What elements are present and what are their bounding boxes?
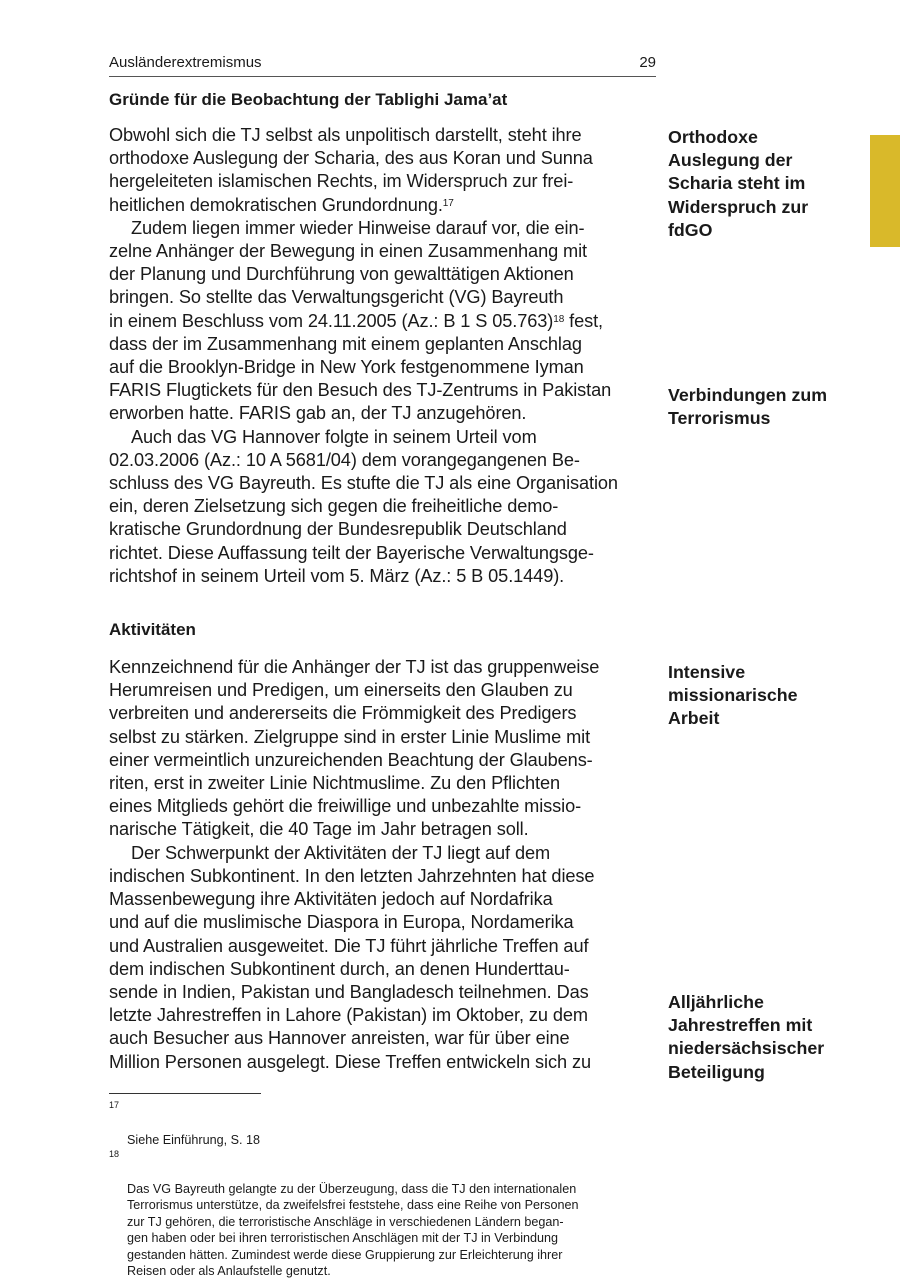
footnote-number: 17 [109, 1100, 120, 1110]
footnote-item [109, 1099, 659, 1148]
footnote-ref[interactable]: 18 [553, 313, 565, 325]
paragraph: Der Schwerpunkt der Aktivitäten der TJ liegt auf dem indischen Subkontinent. In den letzten Jahrzehnten hat diese Massenbewegung ihre Aktivitäten jedoch auf Nordafrika und auf die muslimische Diaspora in Europa, Nordamerika und Australien ausgeweitet. Die TJ führt jährliche Treffen auf dem indischen Subkontinent durch, an denen Hunderttau- sende in Indien, Pakistan und Bangladesch teilnehmen. Das letzte Jahrestreffen in Lahore (Pakistan) im Oktober, zu dem auch Besucher aus Hannover anreisten, war für über eine Million Personen ausgelegt. Diese Treffen entwickeln sich zu [109, 842, 595, 1072]
footnote-ref[interactable]: 17 [442, 197, 454, 209]
paragraph-text: Zudem liegen immer wieder Hinweise darauf vor, die ein- zelne Anhänger der Bewegung in einen Zusammenhang mit der Planung und Durchführung von gewalttätigen Aktionen bringen. So stellte das Verwaltungsgericht (VG) Bayreuth in einem Beschluss vom 24.11.2005 (Az.: B 1 S 05.763) [109, 217, 587, 331]
section-heading-gruende: Gründe für die Beobachtung der Tablighi Jama’at [109, 90, 508, 109]
sidenote-annual-meetings: Alljährliche Jahrestreffen mit niedersächsischer Beteiligung [668, 992, 825, 1082]
paragraph: Kennzeichnend für die Anhänger der TJ ist das gruppenweise Herumreisen und Predigen, um einerseits den Glauben zu verbreiten und andererseits die Frömmigkeit des Predigers selbst zu stärken. Zielgruppe sind in erster Linie Muslime mit einer vermeintlich unzureichenden Beachtung der Glaubens- riten, erst in zweiter Linie Nichtmuslime. Zu den Pflichten eines Mitglieds gehört die freiwillige und unbezahlte missio- narische Tätigkeit, die 40 Tage im Jahr betragen soll. [109, 657, 600, 840]
sidenote-orthodox: Orthodoxe Auslegung der Scharia steht im Widerspruch zur fdGO [668, 127, 809, 240]
main-column [109, 88, 659, 1074]
paragraph-text: fest, dass der im Zusammenhang mit einem geplanten Anschlag auf die Brooklyn-Bridge in New York festgenommene Iyman FARIS Flugtickets für den Besuch des TJ-Zentrums in Pakistan erworben hatte. FARIS gab an, der TJ anzugehören. [109, 310, 612, 424]
paragraph [109, 217, 659, 426]
page-number: 29 [639, 54, 656, 71]
footnote-text: Das VG Bayreuth gelangte zu der Überzeugung, dass die TJ den internationalen Terrorismus unterstütze, da zweifelsfrei feststehe, dass eine Reihe von Personen zur TJ gehören, die terroristische Anschläge in verschiedenen Ländern began- gen haben oder bei ihren terroristischen Anschlägen mit der TJ in Verbindung gestanden hätten. Zumindest werde diese Gruppierung zur Erleichterung ihrer Reisen oder als Anlaufstelle genutzt. [127, 1182, 579, 1279]
footnote-number: 18 [109, 1149, 120, 1160]
header-section-title: Ausländerextremismus [109, 54, 262, 71]
sidenote-mission: Intensive missionarische Arbeit [668, 662, 798, 729]
paragraph-text: Obwohl sich die TJ selbst als unpolitisch darstellt, steht ihre orthodoxe Auslegung der Scharia, des aus Koran und Sunna hergeleiteten islamischen Rechts, im Widerspruch zur frei- heitlichen demokratischen Grundordnung. [109, 125, 593, 215]
footnotes [109, 1099, 659, 1279]
footnote-text: Siehe Einführung, S. 18 [127, 1132, 261, 1147]
paragraph: Auch das VG Hannover folgte in seinem Urteil vom 02.03.2006 (Az.: 10 A 5681/04) dem vorangegangenen Be- schluss des VG Bayreuth. Es stufte die TJ als eine Organisation ein, deren Zielsetzung sich gegen die freiheitliche demo- kratische Grundordnung der Bundesrepublik Deutschland richtet. Diese Auffassung teilt der Bayerische Verwaltungsge- richtshof in seinem Urteil vom 5. März (Az.: 5 B 05.1449). [109, 426, 618, 586]
sidenote-terrorism: Verbindungen zum Terrorismus [668, 385, 828, 429]
footnote-item [109, 1148, 659, 1279]
paragraph [109, 124, 659, 217]
section-heading-aktivitaeten: Aktivitäten [109, 620, 196, 640]
running-header [109, 52, 656, 77]
footnote-divider [109, 1093, 261, 1094]
